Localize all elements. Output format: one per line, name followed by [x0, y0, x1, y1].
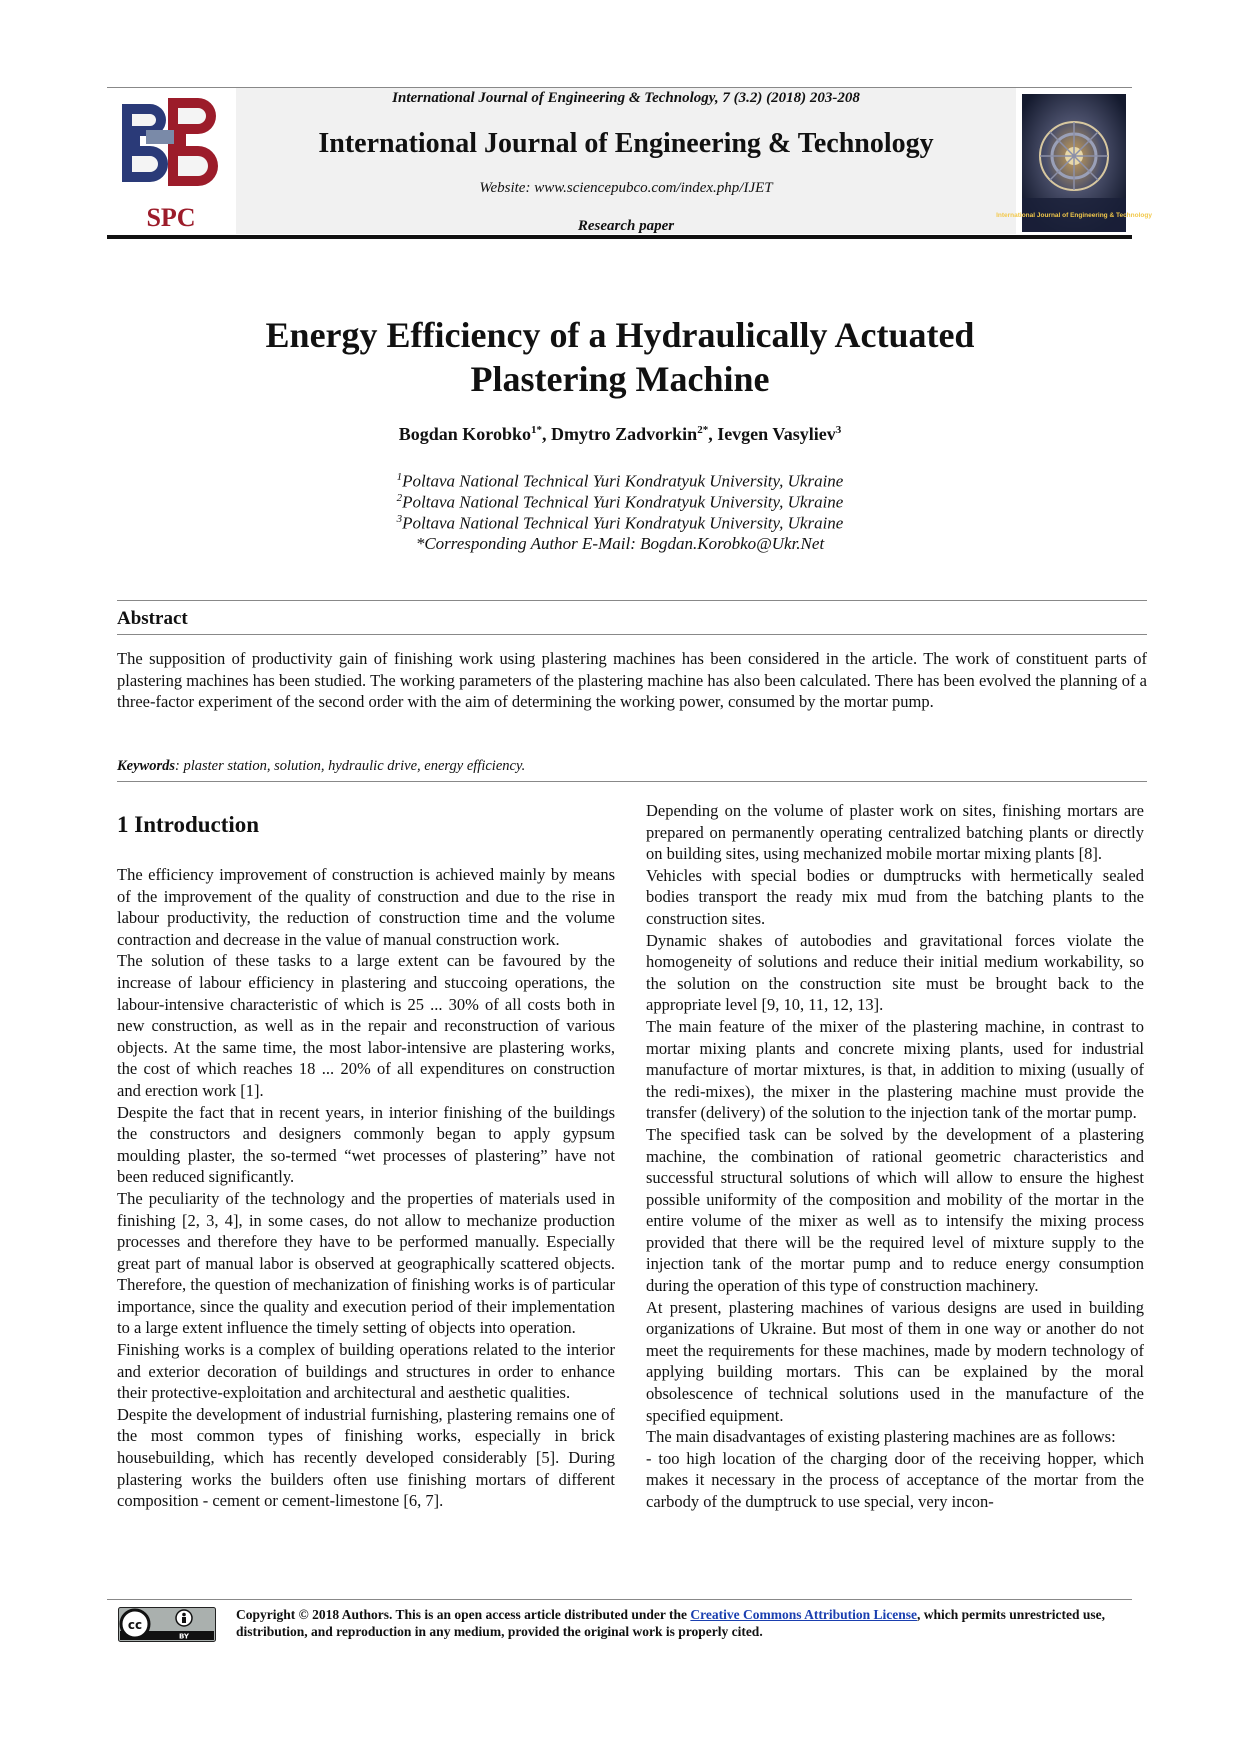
- body-paragraph: Dynamic shakes of autobodies and gravitational forces violate the homogeneity of solutions and reduce their initial medium workability, so the solution on the construction site must be brought back to the appropriate level [9, 10, 11, 12, 13].: [646, 930, 1144, 1015]
- affiliation-mark: 2: [396, 492, 403, 504]
- body-paragraph: The main disadvantages of existing plastering machines are as follows:: [646, 1427, 1116, 1447]
- footer-rule: [107, 1599, 1132, 1600]
- paper-title: [160, 313, 1080, 401]
- paper-type: Research paper: [577, 218, 675, 234]
- body-paragraph: Despite the development of industrial furnishing, plastering remains one of the most common types of finishing works, especially in brick housebuilding, which has recently developed considerably [5]. During plastering works the builders often use finishing mortars of different composition - cement or cement-limestone [6, 7].: [117, 1404, 615, 1511]
- spc-logo: [112, 92, 230, 232]
- affiliation-text: Poltava National Technical Yuri Kondratyuk University, Ukraine: [402, 471, 844, 491]
- body-column-left: [117, 864, 615, 1512]
- keywords-rule: [117, 781, 1147, 782]
- keywords-text: : plaster station, solution, hydraulic drive, energy efficiency.: [175, 758, 526, 774]
- license-link[interactable]: Creative Commons Attribution License: [690, 1607, 917, 1622]
- affiliation-text: Poltava National Technical Yuri Kondratyuk University, Ukraine: [402, 513, 844, 533]
- body-paragraph: Vehicles with special bodies or dumptrucks with hermetically sealed bodies transport the ready mix mud from the batching plants to the construction sites.: [646, 865, 1144, 928]
- author-separator: ,: [708, 424, 718, 444]
- citation-journal: International Journal of Engineering & Technology: [392, 90, 715, 106]
- by-label: BY: [178, 1632, 190, 1641]
- spc-logo-text: SPC: [146, 203, 196, 232]
- author-affiliation-mark: 2*: [697, 424, 709, 436]
- journal-cover-image: [996, 94, 1152, 232]
- cover-caption: International Journal of Engineering & Technology: [996, 212, 1152, 219]
- abstract-heading-rule: [117, 634, 1147, 635]
- body-paragraph: Finishing works is a complex of building operations related to the interior and exterior decoration of buildings and structures in order to enhance their protective-exploitation and architectural and aesthetic qualities.: [117, 1340, 615, 1403]
- paper-title-line-1: Energy Efficiency of a Hydraulically Actuated: [265, 315, 975, 355]
- affiliation: [160, 471, 1080, 492]
- copyright-text: Copyright © 2018 Authors. This is an open access article distributed under the: [236, 1607, 691, 1622]
- affiliation: [160, 513, 1080, 534]
- body-paragraph: At present, plastering machines of various designs are used in building organizations of Ukraine. But most of them in one way or another do not meet the requirements for these machines, made by modern technology of applying building mortars. This can be explained by the moral obsolescence of technical solutions used in the manufacture of the specified equipment.: [646, 1297, 1144, 1425]
- body-paragraph: The efficiency improvement of construction is achieved mainly by means of the improvement of the quality of construction and due to the rise in labour productivity, the reduction of construction time and the volume contraction and decrease in the value of manual construction work.: [117, 865, 615, 949]
- cc-label: cc: [127, 1618, 143, 1632]
- author-name: Bogdan Korobko: [398, 424, 531, 444]
- abstract-heading: Abstract: [117, 608, 188, 629]
- body-paragraph: The solution of these tasks to a large extent can be favoured by the increase of labour efficiency in plastering and stuccoing operations, the labour-intensive characteristic of which is 25 ... 30% of all costs both in new construction, as well as in the repair and reconstruction of various objects. At the same time, the most labor-intensive are plastering works, the cost of which reaches 18 ... 20% of all expenditures on construction and erection work [1].: [117, 951, 615, 1100]
- abstract-text: The supposition of productivity gain of finishing work using plastering machines has been considered in the article. The work of constituent parts of plastering machines has been studied. The working parameters of the plastering machine has also been calculated. There has been evolved the planning of a three-factor experiment of the second order with the aim of determining the working power, consumed by the mortar pump.: [117, 649, 1147, 712]
- section-heading-introduction: 1 Introduction: [117, 812, 260, 837]
- author-name: Dmytro Zadvorkin: [551, 424, 698, 444]
- keywords: [117, 758, 1147, 775]
- body-paragraph: The main feature of the mixer of the plastering machine, in contrast to mortar mixing plants and concrete mixing plants, used for industrial manufacture of mortar mixtures, is that, in addition to mixing (usually of the redi-mixes), the mixer in the plastering machine must provide the transfer (delivery) of the solution to the injection tank of the mortar pump.: [646, 1016, 1144, 1123]
- header-band: [236, 88, 1016, 234]
- body-paragraph: The peculiarity of the technology and the properties of materials used in finishing [2, 3, 4], in some cases, do not allow to mechanize production processes and therefore they have to be performed manually. Especially great part of manual labor is observed at geographically scattered objects. Therefore, the question of mechanization of finishing works is of particular importance, since the quality and execution period of their implementation to a large extent influence the timely setting of objects into operation.: [117, 1188, 615, 1338]
- author-separator: ,: [542, 424, 551, 444]
- copyright-text-end: , which permits unrestricted use, distribution, and reproduction in any medium, provided the original work is properly cited.: [236, 1607, 1105, 1639]
- citation-volume: , 7 (3.2) (2018) 203-208: [714, 90, 860, 106]
- copyright-notice: [236, 1606, 1146, 1640]
- body-paragraph: - too high location of the charging door of the receiving hopper, which makes it necessary in the process of acceptance of the mortar from the carbody of the dumptruck to use special, very incon-: [646, 1448, 1144, 1511]
- author-affiliation-mark: 3: [835, 424, 842, 436]
- author-affiliation-mark: 1*: [531, 424, 542, 436]
- journal-name: International Journal of Engineering & Technology: [318, 128, 934, 159]
- body-paragraph: Despite the fact that in recent years, in interior finishing of the buildings the constructors and designers commonly began to apply gypsum moulding plaster, the so-termed “wet processes of plastering” have not been reduced significantly.: [117, 1102, 615, 1187]
- journal-citation: [236, 90, 1016, 107]
- cc-by-license-badge[interactable]: [118, 1607, 216, 1642]
- affiliation-mark: 3: [396, 513, 403, 525]
- author-list: [160, 424, 1080, 445]
- journal-website[interactable]: Website: www.sciencepubco.com/index.php/IJET: [479, 180, 773, 196]
- header-bottom-rule: [107, 235, 1132, 239]
- body-column-right: [646, 800, 1144, 1513]
- affiliation: [160, 492, 1080, 513]
- body-paragraph: Depending on the volume of plaster work on sites, finishing mortars are prepared on permanently operating centralized batching plants or directly on building sites, using mechanized mobile mortar mixing plants [8].: [646, 801, 1144, 864]
- body-paragraph: The specified task can be solved by the development of a plastering machine, the combination of rational geometric characteristics and successful structural solutions of which will allow to ensure the highest possible uniformity of the composition and mobility of the mortar in the entire volume of the mixer as well as to intensify the mixing process provided that there will be the required level of mixture supply to the injection tank of the mortar pump and to reduce energy consumption during the operation of this type of construction machinery.: [646, 1124, 1144, 1296]
- affiliation-text: Poltava National Technical Yuri Kondratyuk University, Ukraine: [402, 492, 844, 512]
- paper-title-line-2: Plastering Machine: [470, 359, 770, 399]
- abstract-top-rule: [117, 600, 1147, 601]
- author-name: Ievgen Vasyliev: [717, 424, 836, 444]
- affiliation-mark: 1: [396, 471, 403, 483]
- keywords-label: Keywords: [117, 758, 175, 774]
- spc-logo-mark: [122, 98, 218, 186]
- corresponding-author: *Corresponding Author E-Mail: Bogdan.Korobko@Ukr.Net: [415, 534, 825, 553]
